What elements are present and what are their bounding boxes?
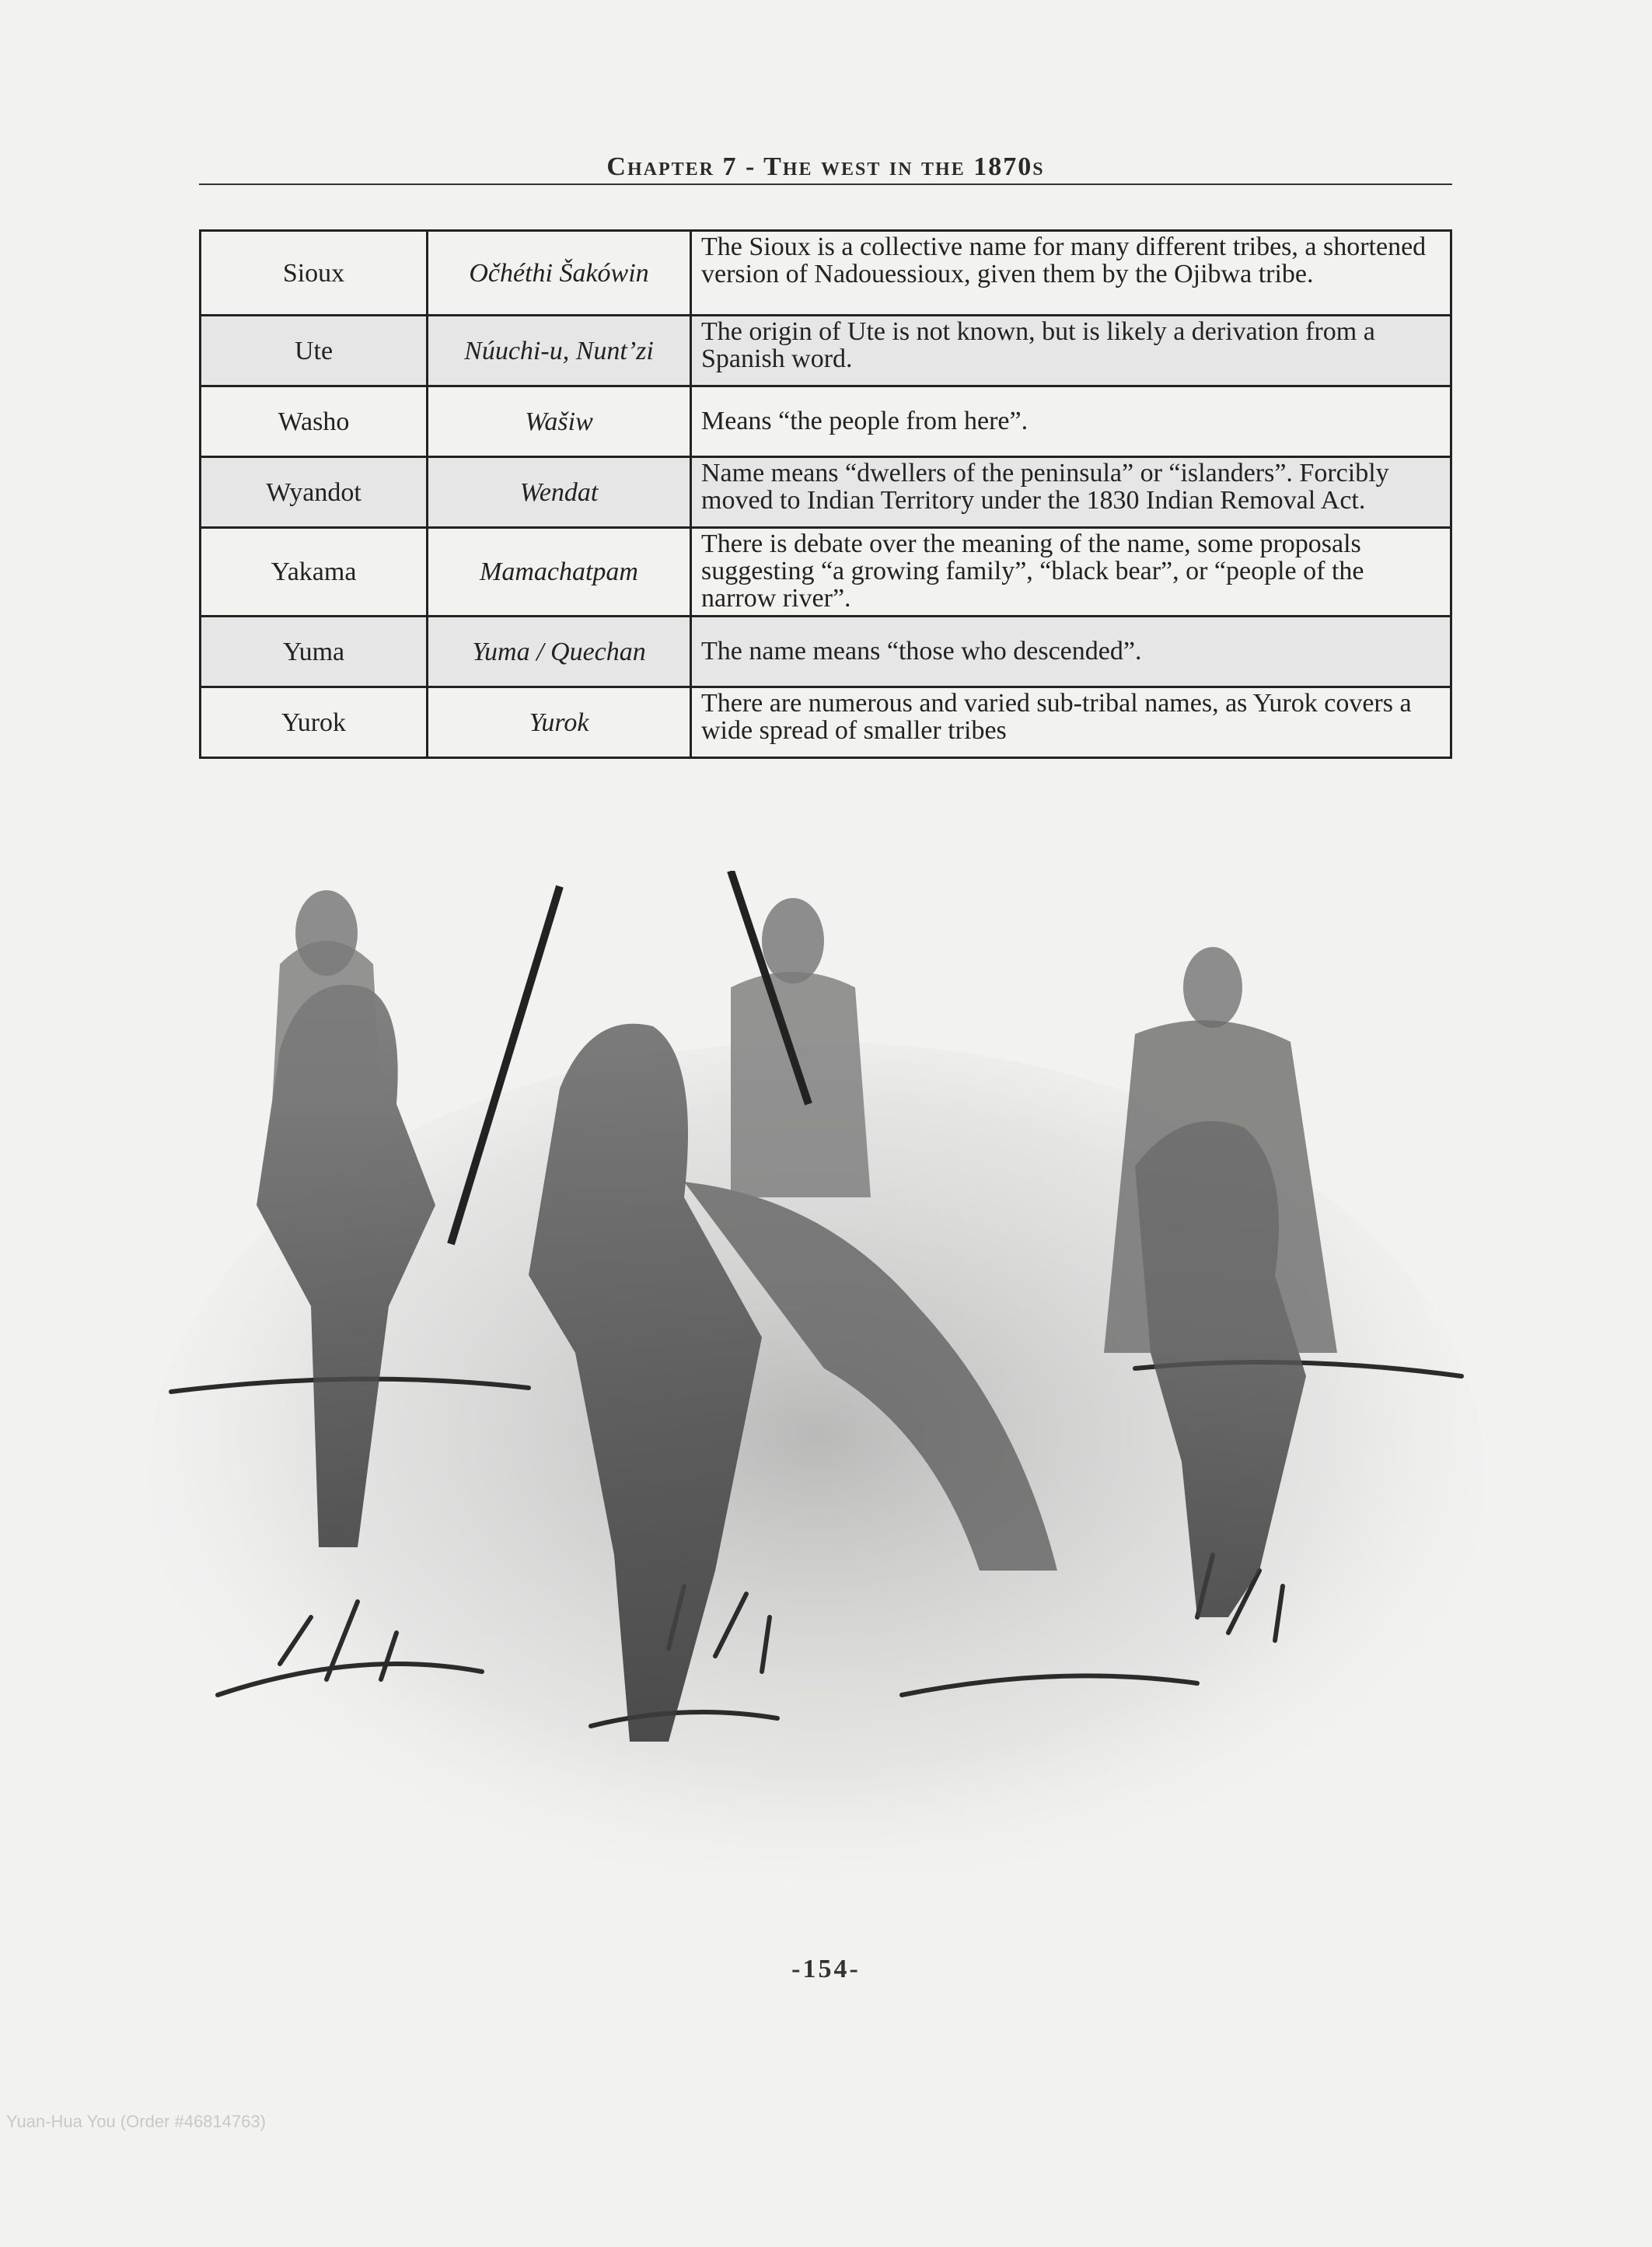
tribe-name: Yakama <box>201 528 428 617</box>
table-row <box>201 687 1451 758</box>
native-name: Yuma / Quechan <box>428 617 691 687</box>
tribe-name: Wyandot <box>201 457 428 528</box>
table-row <box>201 231 1451 316</box>
page-number: -154- <box>791 1955 861 1983</box>
native-name: Yurok <box>428 687 691 758</box>
running-head: Chapter 7 - The west in the 1870s <box>606 152 1045 181</box>
riders-illustration <box>124 871 1508 2247</box>
native-name: Wašiw <box>428 386 691 457</box>
name-meaning: There is debate over the meaning of the name, some proposals suggesting “a growing family”, “black bear”, or “people of the narrow river”. <box>691 528 1451 617</box>
table-row <box>201 528 1451 617</box>
native-name: Očhéthi Šakówin <box>428 231 691 316</box>
native-name: Wendat <box>428 457 691 528</box>
name-meaning: The name means “those who descended”. <box>691 617 1451 687</box>
table-row <box>201 316 1451 386</box>
tribe-names-table <box>199 229 1452 759</box>
header-rule <box>199 183 1452 185</box>
table-row <box>201 457 1451 528</box>
order-watermark: Yuan-Hua You (Order #46814763) <box>6 2112 266 2131</box>
name-meaning: Means “the people from here”. <box>691 386 1451 457</box>
table-row <box>201 386 1451 457</box>
native-name: Mamachatpam <box>428 528 691 617</box>
name-meaning: Name means “dwellers of the peninsula” or “islanders”. Forcibly moved to Indian Territory under the 1830 Indian Removal Act. <box>691 457 1451 528</box>
native-name: Núuchi-u, Nunt’zi <box>428 316 691 386</box>
tribe-name: Ute <box>201 316 428 386</box>
table-row <box>201 617 1451 687</box>
name-meaning: There are numerous and varied sub-tribal names, as Yurok covers a wide spread of smaller tribes <box>691 687 1451 758</box>
tribe-name: Yurok <box>201 687 428 758</box>
tribe-name: Washo <box>201 386 428 457</box>
tribe-name: Yuma <box>201 617 428 687</box>
tribe-name: Sioux <box>201 231 428 316</box>
name-meaning: The Sioux is a collective name for many different tribes, a shortened version of Nadouessioux, given them by the Ojibwa tribe. <box>691 231 1451 316</box>
name-meaning: The origin of Ute is not known, but is likely a derivation from a Spanish word. <box>691 316 1451 386</box>
